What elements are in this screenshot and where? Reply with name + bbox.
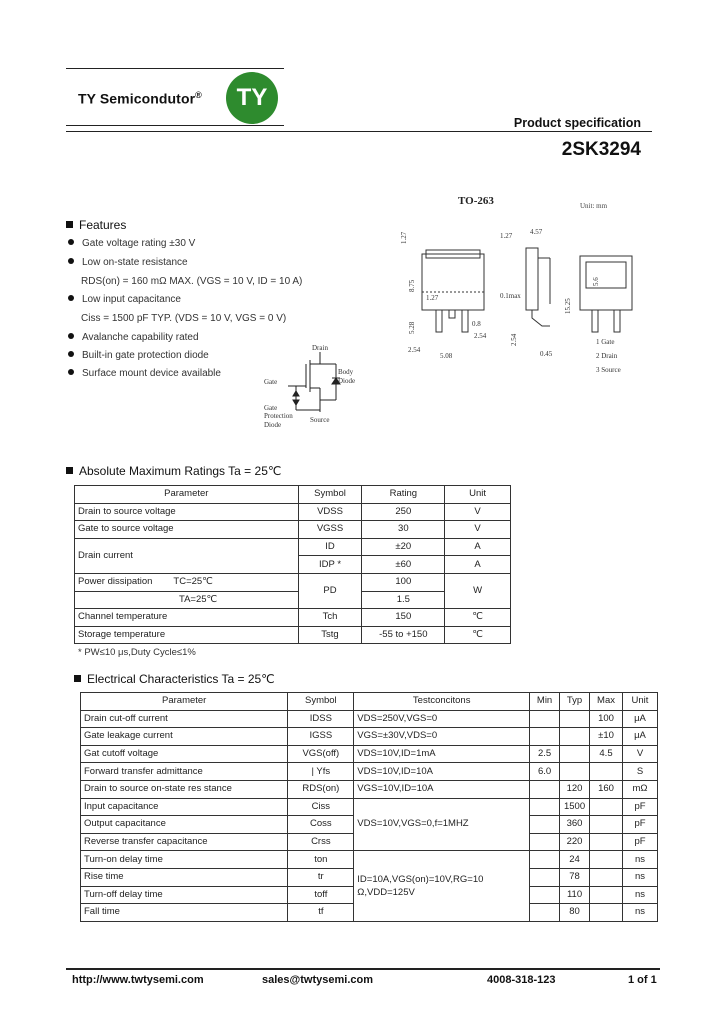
cond-cell: VGS=±30V,VDS=0: [354, 728, 530, 746]
gate-label: Gate: [264, 378, 278, 386]
min-cell: 6.0: [530, 763, 560, 781]
table-row: [81, 710, 658, 728]
footer-email-link[interactable]: sales@twtysemi.com: [262, 974, 373, 986]
typ-cell: [560, 763, 590, 781]
pin-label: 2 Drain: [596, 352, 618, 360]
dim-label: 2.54: [408, 346, 421, 354]
typ-cell: 220: [560, 833, 590, 851]
param-cell: Storage temperature: [75, 626, 299, 644]
rating-cell: 100: [362, 573, 445, 591]
param-cell: Input capacitance: [81, 798, 288, 816]
cond-cell: VDS=250V,VGS=0: [354, 710, 530, 728]
max-cell: [590, 886, 623, 904]
param-cell: Rise time: [81, 868, 288, 886]
param-cell: Output capacitance: [81, 816, 288, 834]
symbol-cell: IGSS: [288, 728, 354, 746]
typ-cell: 80: [560, 904, 590, 922]
package-name: TO-263: [458, 195, 494, 207]
features-heading: [66, 218, 126, 232]
product-spec-label: Product specification: [513, 116, 641, 130]
symbol-cell: tr: [288, 868, 354, 886]
feature-item: [68, 294, 181, 305]
table-row: [81, 851, 658, 869]
feature-item: [68, 350, 209, 361]
header-cell: Parameter: [81, 693, 288, 711]
rating-cell: 250: [362, 503, 445, 521]
cond-cell: VDS=10V,ID=10A: [354, 763, 530, 781]
footer-phone: 4008-318-123: [487, 974, 556, 986]
elec-char-table: [80, 692, 658, 922]
header-cell: Symbol: [298, 486, 362, 504]
feature-text: Gate voltage rating ±30 V: [82, 238, 196, 249]
min-cell: 2.5: [530, 745, 560, 763]
abs-max-footnote: * PW≤10 μs,Duty Cycle≤1%: [78, 647, 196, 658]
table-header-row: [75, 486, 511, 504]
param-cell: Drain to source on-state res stance: [81, 780, 288, 798]
typ-cell: [560, 728, 590, 746]
cond-cell: VGS=10V,ID=10A: [354, 780, 530, 798]
unit-label: Unit: mm: [580, 202, 608, 210]
bullet-icon: [68, 369, 74, 375]
body-diode-label-1: Body: [338, 368, 354, 376]
symbol-cell: tf: [288, 904, 354, 922]
param-cell: Drain cut-off current: [81, 710, 288, 728]
max-cell: [590, 904, 623, 922]
header-cell: Typ: [560, 693, 590, 711]
min-cell: [530, 833, 560, 851]
mosfet-symbol-diagram: [258, 340, 368, 432]
ciss-line: Ciss = 1500 pF TYP. (VDS = 10 V, VGS = 0 V): [81, 313, 287, 324]
symbol-cell: IDSS: [288, 710, 354, 728]
features-title: Features: [79, 218, 127, 232]
header-cell: Symbol: [288, 693, 354, 711]
bullet-icon: [68, 351, 74, 357]
symbol-cell: IDP *: [298, 556, 362, 574]
max-cell: [590, 833, 623, 851]
table-row: [81, 763, 658, 781]
unit-cell: V: [445, 503, 511, 521]
param-cell: Drain to source voltage: [75, 503, 299, 521]
symbol-cell: toff: [288, 886, 354, 904]
dim-label: 2.54: [474, 332, 487, 340]
unit-cell: V: [445, 521, 511, 539]
source-label: Source: [310, 416, 330, 424]
dim-label: 0.1max: [500, 292, 521, 300]
rating-cell: 150: [362, 609, 445, 627]
dim-label: 4.57: [530, 228, 543, 236]
cond-cell: VDS=10V,ID=1mA: [354, 745, 530, 763]
symbol-cell: Coss: [288, 816, 354, 834]
unit-cell: mΩ: [622, 780, 657, 798]
cond-cell: VDS=10V,VGS=0,f=1MHZ: [354, 798, 530, 851]
header-cell: Unit: [445, 486, 511, 504]
footer-page-number: 1 of 1: [628, 974, 657, 986]
max-cell: [590, 851, 623, 869]
rating-cell: ±60: [362, 556, 445, 574]
part-number: 2SK3294: [561, 139, 641, 160]
symbol-cell: VGSS: [298, 521, 362, 539]
param-cell: Fall time: [81, 904, 288, 922]
drain-label: Drain: [312, 344, 328, 352]
dim-label: 0.8: [472, 320, 481, 328]
feature-text: Low input capacitance: [82, 294, 181, 305]
unit-cell: W: [445, 573, 511, 608]
unit-cell: ns: [622, 886, 657, 904]
param-cell: Forward transfer admittance: [81, 763, 288, 781]
symbol-cell: Crss: [288, 833, 354, 851]
min-cell: [530, 780, 560, 798]
feature-text: Built-in gate protection diode: [82, 350, 209, 361]
feature-item: [68, 257, 188, 268]
elec-title: Electrical Characteristics Ta = 25℃: [87, 672, 275, 686]
footer-website-link[interactable]: http://www.twtysemi.com: [72, 974, 204, 986]
param-cell: Channel temperature: [75, 609, 299, 627]
bullet-icon: [68, 333, 74, 339]
header-cell: Testconcitons: [354, 693, 530, 711]
unit-cell: ℃: [445, 626, 511, 644]
header-cell: Unit: [622, 693, 657, 711]
header-divider: [66, 131, 652, 132]
table-row: [75, 503, 511, 521]
unit-cell: pF: [622, 816, 657, 834]
table-row: [75, 573, 511, 591]
feature-item: [68, 368, 221, 379]
registered-mark: ®: [195, 90, 202, 100]
unit-cell: V: [622, 745, 657, 763]
pin-label: 1 Gate: [596, 338, 615, 346]
bullet-icon: [68, 239, 74, 245]
typ-cell: 78: [560, 868, 590, 886]
param-cell: TA=25℃: [75, 591, 299, 609]
typ-cell: 110: [560, 886, 590, 904]
min-cell: [530, 728, 560, 746]
logo-text: TY: [236, 84, 268, 111]
typ-cell: 24: [560, 851, 590, 869]
dim-label: 2.54: [510, 333, 518, 346]
table-row: [75, 521, 511, 539]
max-cell: [590, 868, 623, 886]
abs-max-heading: [66, 464, 281, 478]
table-row: [81, 798, 658, 816]
unit-cell: S: [622, 763, 657, 781]
rating-cell: ±20: [362, 538, 445, 556]
unit-cell: pF: [622, 833, 657, 851]
symbol-cell: VDSS: [298, 503, 362, 521]
table-row: [75, 626, 511, 644]
gate-protection-label-2: Protection: [264, 412, 293, 420]
unit-cell: ns: [622, 904, 657, 922]
square-bullet-icon: [66, 221, 73, 228]
max-cell: 100: [590, 710, 623, 728]
abs-max-table: [74, 485, 511, 644]
header-bottom-rule: [66, 125, 284, 126]
feature-text: Low on-state resistance: [82, 257, 188, 268]
unit-cell: A: [445, 538, 511, 556]
min-cell: [530, 868, 560, 886]
typ-cell: 360: [560, 816, 590, 834]
symbol-cell: VGS(off): [288, 745, 354, 763]
unit-cell: ℃: [445, 609, 511, 627]
header-cell: Min: [530, 693, 560, 711]
feature-item: [68, 332, 199, 343]
symbol-cell: | Yfs: [288, 763, 354, 781]
max-cell: ±10: [590, 728, 623, 746]
param-cell: Turn-off delay time: [81, 886, 288, 904]
cond-cell: ID=10A,VGS(on)=10V,RG=10 Ω,VDD=125V: [354, 851, 530, 921]
abs-max-title: Absolute Maximum Ratings Ta = 25℃: [79, 464, 282, 478]
table-row: [75, 609, 511, 627]
brand-name: [78, 90, 202, 107]
min-cell: [530, 886, 560, 904]
unit-cell: μA: [622, 710, 657, 728]
package-outline-drawing: [400, 192, 660, 382]
bullet-icon: [68, 295, 74, 301]
body-diode-label-2: Diode: [338, 377, 356, 385]
header-cell: Rating: [362, 486, 445, 504]
typ-cell: 120: [560, 780, 590, 798]
brand-text: TY Semicondutor: [78, 90, 196, 107]
rating-cell: -55 to +150: [362, 626, 445, 644]
min-cell: [530, 798, 560, 816]
company-logo: [226, 72, 278, 124]
param-cell: Gate leakage current: [81, 728, 288, 746]
table-header-row: [81, 693, 658, 711]
dim-label: 1.27: [500, 232, 513, 240]
table-row: [75, 538, 511, 556]
param-cell: Turn-on delay time: [81, 851, 288, 869]
rds-line: RDS(on) = 160 mΩ MAX. (VGS = 10 V, ID = 10 A): [81, 276, 303, 287]
symbol-cell: ID: [298, 538, 362, 556]
dim-label: 5.6: [592, 277, 600, 286]
unit-cell: μA: [622, 728, 657, 746]
symbol-cell: Ciss: [288, 798, 354, 816]
pin-label: 3 Source: [596, 366, 621, 374]
dim-label: 1.27: [400, 231, 408, 244]
feature-text: Avalanche capability rated: [82, 332, 199, 343]
dim-label: 0.45: [540, 350, 553, 358]
unit-cell: pF: [622, 798, 657, 816]
bullet-icon: [68, 258, 74, 264]
min-cell: [530, 710, 560, 728]
min-cell: [530, 904, 560, 922]
param-cell: Gat cutoff voltage: [81, 745, 288, 763]
rating-cell: 1.5: [362, 591, 445, 609]
max-cell: 4.5: [590, 745, 623, 763]
footer-rule: [66, 968, 660, 970]
typ-cell: 1500: [560, 798, 590, 816]
param-cell: Reverse transfer capacitance: [81, 833, 288, 851]
dim-label: 1.27: [426, 294, 439, 302]
square-bullet-icon: [66, 467, 73, 474]
symbol-cell: RDS(on): [288, 780, 354, 798]
symbol-cell: Tch: [298, 609, 362, 627]
param-cell: Drain current: [75, 538, 299, 573]
symbol-cell: ton: [288, 851, 354, 869]
min-cell: [530, 816, 560, 834]
unit-cell: A: [445, 556, 511, 574]
dim-label: 8.75: [408, 279, 416, 292]
table-row: [81, 745, 658, 763]
header-cell: Max: [590, 693, 623, 711]
max-cell: [590, 763, 623, 781]
param-cell: Gate to source voltage: [75, 521, 299, 539]
feature-item: [68, 238, 195, 249]
max-cell: 160: [590, 780, 623, 798]
max-cell: [590, 798, 623, 816]
dim-label: 5.08: [440, 352, 453, 360]
symbol-cell: PD: [298, 573, 362, 608]
header-cell: Parameter: [75, 486, 299, 504]
max-cell: [590, 816, 623, 834]
min-cell: [530, 851, 560, 869]
dim-label: 5.28: [408, 321, 416, 334]
feature-text: Surface mount device available: [82, 368, 221, 379]
header-top-rule: [66, 68, 284, 69]
unit-cell: ns: [622, 851, 657, 869]
typ-cell: [560, 745, 590, 763]
square-bullet-icon: [74, 675, 81, 682]
table-row: [81, 780, 658, 798]
table-row: [81, 728, 658, 746]
dim-label: 15.25: [564, 298, 572, 314]
symbol-cell: Tstg: [298, 626, 362, 644]
elec-heading: [74, 672, 275, 686]
typ-cell: [560, 710, 590, 728]
param-cell: Power dissipation TC=25℃: [75, 573, 299, 591]
gate-protection-label-3: Diode: [264, 421, 282, 429]
unit-cell: ns: [622, 868, 657, 886]
gate-protection-label-1: Gate: [264, 404, 278, 412]
rating-cell: 30: [362, 521, 445, 539]
